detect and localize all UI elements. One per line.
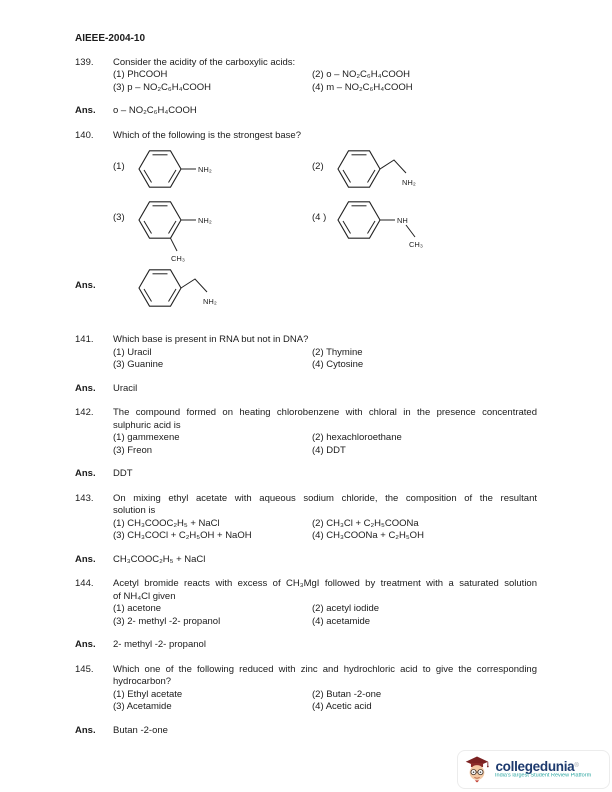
option-3 (113, 197, 312, 265)
question-text-line1: On mixing ethyl acetate with aqueous sodium chloride, the composition of the resultant (113, 492, 537, 504)
option-3: (3) 2- methyl -2- propanol (113, 615, 221, 627)
answer-144 (75, 639, 537, 652)
benzylamine-structure (336, 146, 446, 193)
question-number: 141. (75, 334, 94, 345)
option-1: (1) CH₃COOC₂H₅ + NaCl (113, 517, 220, 529)
option-1: (1) gammexene (113, 432, 180, 443)
answer-145 (75, 725, 537, 738)
option-label: (4 ) (312, 212, 327, 223)
option-2: (2) hexachloroethane (312, 432, 402, 443)
answer-text: Butan -2-one (113, 724, 168, 736)
option-4: (4) DDT (312, 444, 346, 456)
nh2-label: NH₂ (402, 178, 416, 187)
option-3: (3) Guanine (113, 359, 164, 370)
question-body (113, 130, 537, 266)
option-4: (4) m – NO₂C₆H₄COOH (312, 81, 413, 93)
answer-label: Ans. (75, 553, 96, 565)
answer-label: Ans. (75, 639, 96, 650)
page-header: AIEEE-2004-10 (75, 33, 146, 44)
option-4: (4) CH₃COONa + C₂H₅OH (312, 530, 424, 541)
question-body (113, 57, 537, 95)
option-1: (1) Uracil (113, 346, 152, 358)
question-body (113, 664, 537, 714)
ch3-label: CH₃ (409, 240, 423, 249)
question-body (113, 407, 537, 457)
answer-143 (75, 554, 537, 567)
question-143 (75, 493, 537, 543)
answer-structure (113, 265, 247, 312)
question-text: Which base is present in RNA but not in DNA? (113, 334, 309, 345)
question-text-line1: The compound formed on heating chlorobenzene with chloral in the presence concentrated (113, 407, 537, 418)
question-145 (75, 664, 537, 714)
option-3: (3) Freon (113, 444, 153, 456)
question-text: Consider the acidity of the carboxylic acids: (113, 56, 296, 68)
option-4: (4) Acetic acid (312, 701, 372, 712)
option-2 (312, 146, 537, 193)
collegedunia-logo[interactable] (457, 750, 610, 789)
nh-label: NH (397, 216, 408, 225)
registered-mark: ® (574, 762, 579, 769)
options (113, 69, 537, 94)
option-label: (3) (113, 212, 125, 223)
options (113, 518, 537, 543)
answer-text: CH₃COOC₂H₅ + NaCl (113, 553, 206, 565)
answer-141 (75, 383, 537, 396)
answer-text: Uracil (113, 382, 138, 394)
question-number: 139. (75, 56, 94, 68)
question-number: 140. (75, 129, 94, 141)
option-label: (2) (312, 161, 324, 172)
question-text-line1: Which one of the following reduced with zinc and hydrochloric acid to give the corresponding (113, 663, 537, 675)
option-3: (3) Acetamide (113, 701, 172, 712)
option-2: (2) CH₃Cl + C₂H₅COONa (312, 517, 419, 529)
aniline-structure (137, 146, 237, 193)
o-toluidine-structure (137, 197, 237, 265)
option-label: (1) (113, 161, 125, 172)
question-number: 142. (75, 407, 94, 418)
question-body (113, 493, 537, 543)
question-number: 144. (75, 578, 94, 589)
question-text-line2: solution is (113, 505, 156, 516)
answer-text: o – NO₂C₆H₄COOH (113, 105, 197, 116)
option-3: (3) CH₃COCl + C₂H₅OH + NaOH (113, 530, 252, 541)
nh2-label: NH₂ (203, 297, 217, 306)
answer-140 (75, 265, 537, 312)
option-2: (2) acetyl iodide (312, 603, 380, 614)
options (113, 432, 537, 457)
logo-tagline: India's largest Student Review Platform (495, 772, 592, 779)
answer-label: Ans. (75, 280, 96, 291)
options (113, 603, 537, 628)
option-1 (113, 146, 312, 193)
option-4: (4) acetamide (312, 615, 371, 627)
question-139 (75, 57, 537, 95)
structure-options (113, 146, 537, 265)
n-methylaniline-structure (336, 197, 446, 253)
option-2: (2) Butan -2-one (312, 688, 382, 700)
nh2-label: NH₂ (198, 216, 212, 225)
question-text-line2: hydrocarbon? (113, 676, 172, 687)
logo-text: collegedunia® (495, 758, 579, 774)
options (113, 347, 537, 372)
option-4: (4) Cytosine (312, 359, 364, 370)
ch3-label: CH₃ (171, 254, 185, 263)
answer-label: Ans. (75, 724, 96, 736)
option-1: (1) Ethyl acetate (113, 688, 183, 700)
option-4 (312, 197, 537, 265)
answer-142 (75, 468, 537, 481)
question-141 (75, 334, 537, 372)
option-2: (2) Thymine (312, 346, 363, 358)
option-3: (3) p – NO₂C₆H₄COOH (113, 81, 211, 93)
option-1: (1) PhCOOH (113, 69, 168, 80)
question-text: Which of the following is the strongest base? (113, 129, 301, 141)
question-text-line2: of NH₄Cl given (113, 590, 176, 602)
option-2: (2) o – NO₂C₆H₄COOH (312, 69, 410, 80)
options (113, 689, 537, 714)
question-text-line1: Acetyl bromide reacts with excess of CH₃MgI followed by treatment with a saturated solution (113, 578, 537, 589)
mascot-icon (464, 755, 490, 784)
option-1: (1) acetone (113, 603, 162, 614)
benzylamine-structure (137, 265, 247, 312)
answer-139 (75, 105, 537, 118)
question-body (113, 578, 537, 628)
question-number: 145. (75, 663, 94, 675)
question-140 (75, 130, 537, 266)
answer-text: DDT (113, 468, 133, 479)
nh2-label: NH₂ (198, 165, 212, 174)
logo-text-block (495, 760, 600, 780)
question-142 (75, 407, 537, 457)
answer-label: Ans. (75, 382, 96, 394)
question-144 (75, 578, 537, 628)
answer-label: Ans. (75, 468, 96, 479)
question-body (113, 334, 537, 372)
question-number: 143. (75, 492, 94, 504)
question-text-line2: sulphuric acid is (113, 419, 181, 431)
answer-label: Ans. (75, 105, 96, 116)
answer-text: 2- methyl -2- propanol (113, 639, 206, 650)
